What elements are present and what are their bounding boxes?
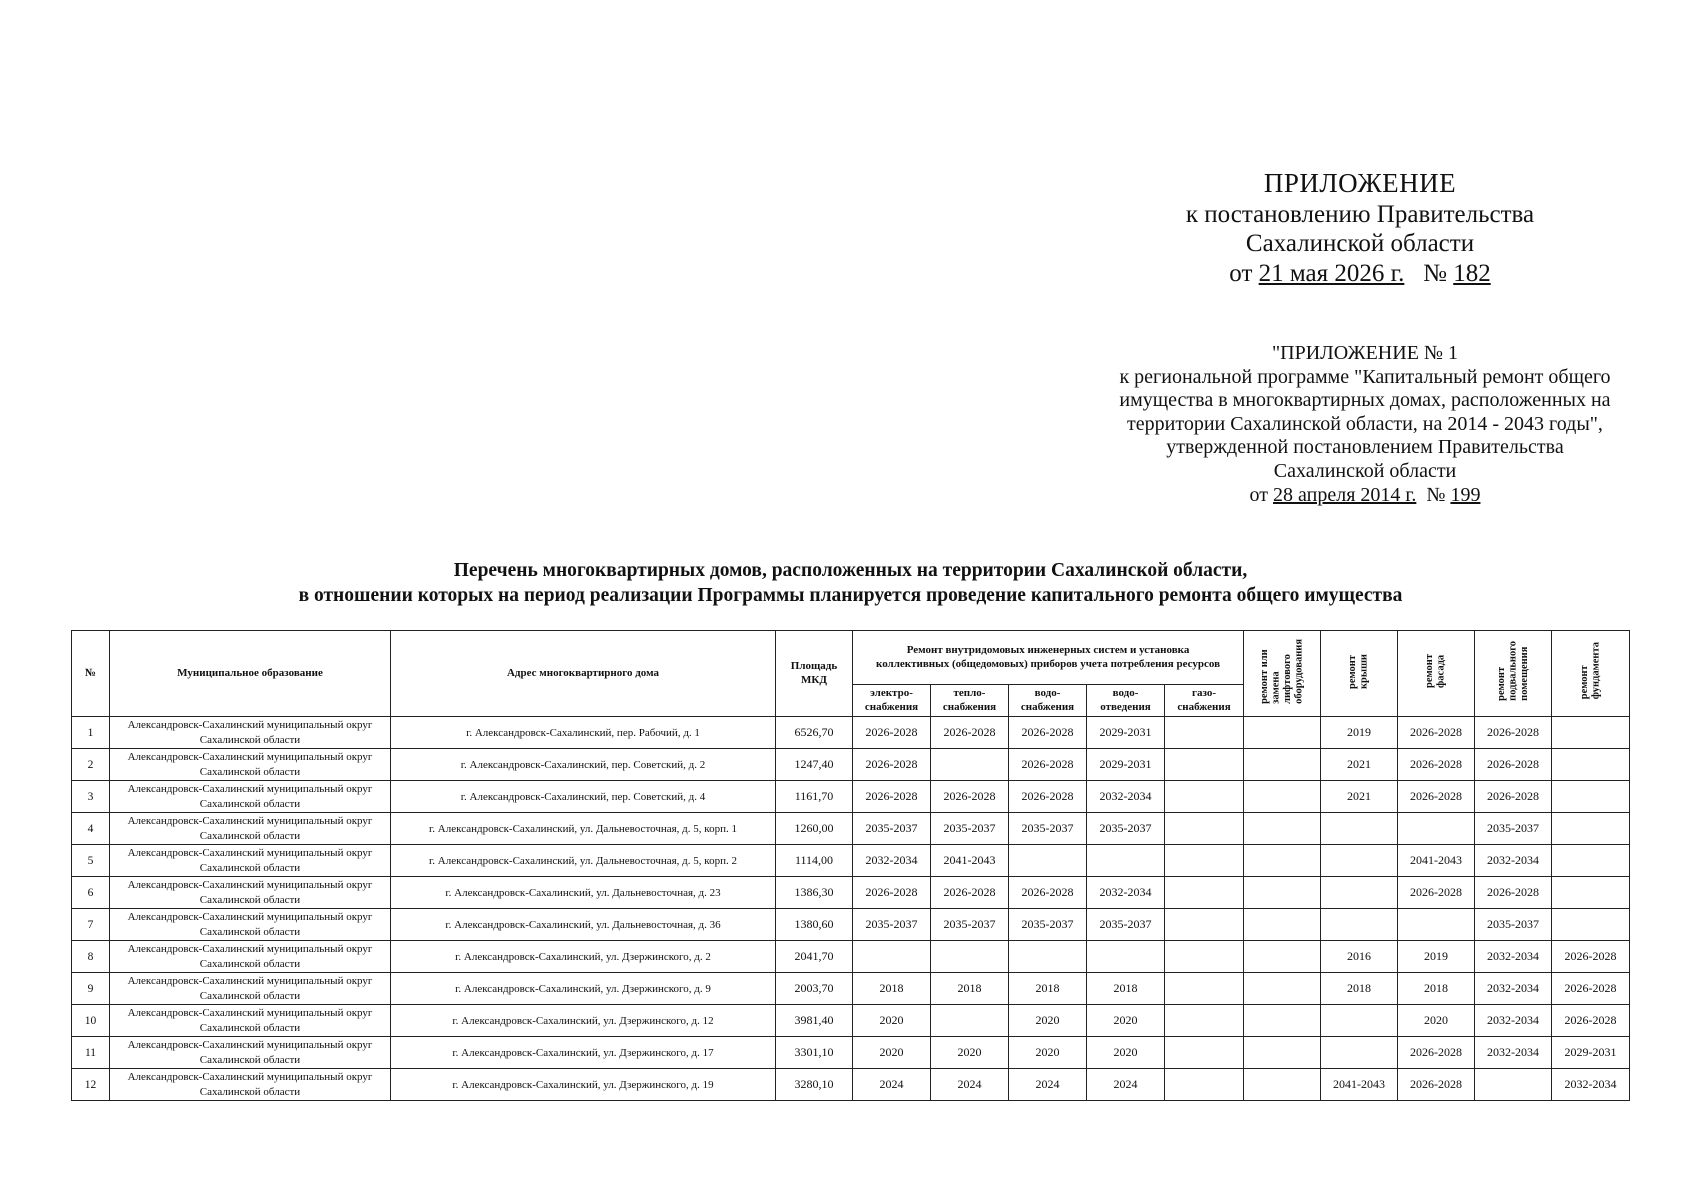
electro-cell: 2020: [853, 1005, 931, 1037]
municipality-cell: Александровск-Сахалинский муниципальный округ Сахалинской области: [110, 1037, 391, 1069]
address-cell: г. Александровск-Сахалинский, ул. Дальневосточная, д. 5, корп. 1: [391, 813, 776, 845]
gas-cell: [1165, 781, 1244, 813]
municipality-cell: Александровск-Сахалинский муниципальный округ Сахалинской области: [110, 1069, 391, 1101]
lift-cell: [1244, 877, 1321, 909]
row-number: 4: [72, 813, 110, 845]
electro-cell: 2026-2028: [853, 717, 931, 749]
lift-cell: [1244, 1037, 1321, 1069]
drain-cell: [1087, 845, 1165, 877]
lift-cell: [1244, 781, 1321, 813]
roof-cell: 2041-2043: [1321, 1069, 1398, 1101]
facade-cell: 2026-2028: [1398, 749, 1475, 781]
roof-header-text: ремонт крыши: [1347, 653, 1371, 689]
facade-cell: [1398, 909, 1475, 941]
area-cell: 6526,70: [776, 717, 853, 749]
row-number: 3: [72, 781, 110, 813]
col-header-municipality: Муниципальное образование: [110, 631, 391, 717]
gas-cell: [1165, 1037, 1244, 1069]
area-cell: 1380,60: [776, 909, 853, 941]
facade-cell: 2018: [1398, 973, 1475, 1005]
gas-cell: [1165, 941, 1244, 973]
appendix-line-1: "ПРИЛОЖЕНИЕ № 1: [1271, 342, 1458, 364]
col-header-heat: тепло- снабжения: [931, 685, 1009, 717]
foundation-cell: 2026-2028: [1552, 973, 1630, 1005]
drain-cell: 2024: [1087, 1069, 1165, 1101]
municipality-cell: Александровск-Сахалинский муниципальный округ Сахалинской области: [110, 781, 391, 813]
address-cell: г. Александровск-Сахалинский, ул. Дзержинского, д. 9: [391, 973, 776, 1005]
address-cell: г. Александровск-Сахалинский, пер. Рабочий, д. 1: [391, 717, 776, 749]
col-header-foundation: [1552, 631, 1630, 717]
heat-cell: 2035-2037: [931, 813, 1009, 845]
heat-cell: [931, 941, 1009, 973]
roof-cell: [1321, 845, 1398, 877]
area-cell: 1260,00: [776, 813, 853, 845]
water-cell: 2035-2037: [1009, 909, 1087, 941]
header-number-prefix: №: [1423, 259, 1447, 287]
gas-cell: [1165, 877, 1244, 909]
electro-cell: 2035-2037: [853, 909, 931, 941]
gas-cell: [1165, 1005, 1244, 1037]
table-row: [72, 941, 1630, 973]
lift-cell: [1244, 717, 1321, 749]
roof-cell: 2021: [1321, 749, 1398, 781]
header-number: 182: [1453, 259, 1491, 287]
col-header-lift: [1244, 631, 1321, 717]
table-row: [72, 717, 1630, 749]
electro-cell: [853, 941, 931, 973]
address-cell: г. Александровск-Сахалинский, ул. Дзержинского, д. 17: [391, 1037, 776, 1069]
electro-cell: 2026-2028: [853, 781, 931, 813]
appendix-line-3: имущества в многоквартирных домах, расположенных на: [1119, 389, 1611, 412]
water-cell: 2026-2028: [1009, 877, 1087, 909]
address-cell: г. Александровск-Сахалинский, ул. Дзержинского, д. 12: [391, 1005, 776, 1037]
municipality-cell: Александровск-Сахалинский муниципальный округ Сахалинской области: [110, 717, 391, 749]
lift-cell: [1244, 813, 1321, 845]
lift-cell: [1244, 749, 1321, 781]
electro-cell: 2032-2034: [853, 845, 931, 877]
col-header-area: Площадь МКД: [776, 631, 853, 717]
facade-cell: 2026-2028: [1398, 1069, 1475, 1101]
foundation-cell: [1552, 877, 1630, 909]
table-row: [72, 749, 1630, 781]
area-cell: 3301,10: [776, 1037, 853, 1069]
lift-cell: [1244, 845, 1321, 877]
heat-cell: 2035-2037: [931, 909, 1009, 941]
appendix-number-prefix: №: [1426, 483, 1446, 506]
facade-cell: 2026-2028: [1398, 877, 1475, 909]
col-header-roof: [1321, 631, 1398, 717]
water-cell: 2026-2028: [1009, 717, 1087, 749]
roof-cell: 2016: [1321, 941, 1398, 973]
water-cell: [1009, 941, 1087, 973]
foundation-cell: [1552, 749, 1630, 781]
row-number: 11: [72, 1037, 110, 1069]
electro-cell: 2020: [853, 1037, 931, 1069]
roof-cell: [1321, 909, 1398, 941]
foundation-header-text: ремонт фундамента: [1578, 642, 1602, 700]
foundation-cell: [1552, 781, 1630, 813]
water-cell: 2020: [1009, 1005, 1087, 1037]
drain-cell: [1087, 941, 1165, 973]
basement-cell: 2026-2028: [1475, 749, 1552, 781]
table-row: [72, 813, 1630, 845]
municipality-cell: Александровск-Сахалинский муниципальный округ Сахалинской области: [110, 973, 391, 1005]
heat-cell: 2024: [931, 1069, 1009, 1101]
row-number: 2: [72, 749, 110, 781]
lift-header-text: ремонт или замена лифтового оборудования: [1258, 638, 1305, 704]
gas-cell: [1165, 813, 1244, 845]
row-number: 8: [72, 941, 110, 973]
table-body: [72, 717, 1630, 1101]
electro-cell: 2024: [853, 1069, 931, 1101]
heat-cell: 2041-2043: [931, 845, 1009, 877]
lift-cell: [1244, 1069, 1321, 1101]
water-cell: 2018: [1009, 973, 1087, 1005]
title-line-2: в отношении которых на период реализации Программы планируется проведение капитального ремонта общего имущества: [298, 585, 1403, 607]
municipality-cell: Александровск-Сахалинский муниципальный округ Сахалинской области: [110, 1005, 391, 1037]
basement-header-text: ремонт подвального помещения: [1495, 641, 1530, 702]
foundation-cell: [1552, 909, 1630, 941]
address-cell: г. Александровск-Сахалинский, ул. Дальневосточная, д. 23: [391, 877, 776, 909]
facade-cell: 2026-2028: [1398, 781, 1475, 813]
roof-cell: 2018: [1321, 973, 1398, 1005]
roof-cell: 2019: [1321, 717, 1398, 749]
decree-header: [1150, 168, 1570, 288]
address-cell: г. Александровск-Сахалинский, ул. Дзержинского, д. 2: [391, 941, 776, 973]
table-row: [72, 845, 1630, 877]
col-header-facade: [1398, 631, 1475, 717]
municipality-cell: Александровск-Сахалинский муниципальный округ Сахалинской области: [110, 845, 391, 877]
title-line-1: Перечень многоквартирных домов, расположенных на территории Сахалинской области,: [453, 560, 1248, 581]
roof-cell: [1321, 813, 1398, 845]
document-title: [0, 558, 1701, 609]
facade-cell: 2019: [1398, 941, 1475, 973]
lift-cell: [1244, 941, 1321, 973]
facade-header-text: ремонт фасада: [1424, 654, 1448, 689]
col-header-electro: электро- снабжения: [853, 685, 931, 717]
program-appendix-header: [1085, 342, 1645, 507]
address-cell: г. Александровск-Сахалинский, ул. Дзержинского, д. 19: [391, 1069, 776, 1101]
row-number: 5: [72, 845, 110, 877]
water-cell: 2026-2028: [1009, 781, 1087, 813]
houses-table: [71, 630, 1630, 1101]
address-cell: г. Александровск-Сахалинский, пер. Советский, д. 2: [391, 749, 776, 781]
basement-cell: 2026-2028: [1475, 717, 1552, 749]
header-date-prefix: от: [1229, 259, 1253, 287]
water-cell: 2035-2037: [1009, 813, 1087, 845]
basement-cell: 2032-2034: [1475, 845, 1552, 877]
table-row: [72, 1037, 1630, 1069]
basement-cell: 2026-2028: [1475, 877, 1552, 909]
basement-cell: 2032-2034: [1475, 941, 1552, 973]
header-date: 21 мая 2026 г.: [1258, 259, 1405, 287]
foundation-cell: [1552, 717, 1630, 749]
header-appendix-word: ПРИЛОЖЕНИЕ: [1263, 168, 1457, 198]
drain-cell: 2020: [1087, 1037, 1165, 1069]
lift-cell: [1244, 1005, 1321, 1037]
basement-cell: 2035-2037: [1475, 909, 1552, 941]
foundation-cell: 2032-2034: [1552, 1069, 1630, 1101]
gas-cell: [1165, 749, 1244, 781]
address-cell: г. Александровск-Сахалинский, ул. Дальневосточная, д. 5, корп. 2: [391, 845, 776, 877]
facade-cell: 2020: [1398, 1005, 1475, 1037]
appendix-date-line: [1085, 484, 1645, 508]
heat-cell: 2026-2028: [931, 781, 1009, 813]
electro-cell: 2026-2028: [853, 877, 931, 909]
facade-cell: 2041-2043: [1398, 845, 1475, 877]
basement-cell: 2032-2034: [1475, 1005, 1552, 1037]
header-decree-line: к постановлению Правительства: [1185, 200, 1535, 228]
area-cell: 1161,70: [776, 781, 853, 813]
col-header-systems-group: Ремонт внутридомовых инженерных систем и установка коллективных (общедомовых) приборов учета потребления ресурсов: [853, 631, 1244, 685]
col-header-address: Адрес многоквартирного дома: [391, 631, 776, 717]
heat-cell: [931, 1005, 1009, 1037]
municipality-cell: Александровск-Сахалинский муниципальный округ Сахалинской области: [110, 941, 391, 973]
water-cell: 2026-2028: [1009, 749, 1087, 781]
col-header-num: №: [72, 631, 110, 717]
gas-cell: [1165, 1069, 1244, 1101]
header-region-line: Сахалинской области: [1245, 230, 1475, 258]
roof-cell: [1321, 877, 1398, 909]
roof-cell: [1321, 1005, 1398, 1037]
appendix-date-prefix: от: [1249, 483, 1269, 506]
heat-cell: 2018: [931, 973, 1009, 1005]
facade-cell: [1398, 813, 1475, 845]
basement-cell: 2035-2037: [1475, 813, 1552, 845]
appendix-date: 28 апреля 2014 г.: [1273, 483, 1417, 506]
appendix-number: 199: [1450, 483, 1481, 506]
foundation-cell: 2026-2028: [1552, 941, 1630, 973]
electro-cell: 2035-2037: [853, 813, 931, 845]
address-cell: г. Александровск-Сахалинский, пер. Советский, д. 4: [391, 781, 776, 813]
basement-cell: 2032-2034: [1475, 1037, 1552, 1069]
drain-cell: 2035-2037: [1087, 909, 1165, 941]
roof-cell: [1321, 1037, 1398, 1069]
table-row: [72, 909, 1630, 941]
heat-cell: 2026-2028: [931, 877, 1009, 909]
col-header-gas: газо- снабжения: [1165, 685, 1244, 717]
drain-cell: 2020: [1087, 1005, 1165, 1037]
table-row: [72, 1005, 1630, 1037]
row-number: 12: [72, 1069, 110, 1101]
area-cell: 3981,40: [776, 1005, 853, 1037]
facade-cell: 2026-2028: [1398, 1037, 1475, 1069]
facade-cell: 2026-2028: [1398, 717, 1475, 749]
drain-cell: 2018: [1087, 973, 1165, 1005]
roof-cell: 2021: [1321, 781, 1398, 813]
table-row: [72, 1069, 1630, 1101]
table-row: [72, 781, 1630, 813]
gas-cell: [1165, 845, 1244, 877]
header-date-line: [1150, 259, 1570, 289]
drain-cell: 2032-2034: [1087, 781, 1165, 813]
municipality-cell: Александровск-Сахалинский муниципальный округ Сахалинской области: [110, 877, 391, 909]
area-cell: 1247,40: [776, 749, 853, 781]
drain-cell: 2032-2034: [1087, 877, 1165, 909]
appendix-line-4: территории Сахалинской области, на 2014 - 2043 годы",: [1127, 412, 1603, 435]
row-number: 7: [72, 909, 110, 941]
heat-cell: [931, 749, 1009, 781]
electro-cell: 2018: [853, 973, 931, 1005]
municipality-cell: Александровск-Сахалинский муниципальный округ Сахалинской области: [110, 749, 391, 781]
appendix-line-5: утвержденной постановлением Правительства: [1166, 436, 1564, 459]
row-number: 6: [72, 877, 110, 909]
drain-cell: 2029-2031: [1087, 717, 1165, 749]
foundation-cell: 2026-2028: [1552, 1005, 1630, 1037]
basement-cell: 2026-2028: [1475, 781, 1552, 813]
municipality-cell: Александровск-Сахалинский муниципальный округ Сахалинской области: [110, 909, 391, 941]
water-cell: [1009, 845, 1087, 877]
area-cell: 2003,70: [776, 973, 853, 1005]
basement-cell: [1475, 1069, 1552, 1101]
foundation-cell: [1552, 845, 1630, 877]
lift-cell: [1244, 973, 1321, 1005]
foundation-cell: [1552, 813, 1630, 845]
heat-cell: 2026-2028: [931, 717, 1009, 749]
appendix-line-6: Сахалинской области: [1273, 459, 1457, 482]
row-number: 1: [72, 717, 110, 749]
appendix-line-2: к региональной программе "Капитальный ремонт общего: [1119, 365, 1611, 388]
basement-cell: 2032-2034: [1475, 973, 1552, 1005]
table-row: [72, 973, 1630, 1005]
gas-cell: [1165, 909, 1244, 941]
col-header-water: водо- снабжения: [1009, 685, 1087, 717]
address-cell: г. Александровск-Сахалинский, ул. Дальневосточная, д. 36: [391, 909, 776, 941]
area-cell: 3280,10: [776, 1069, 853, 1101]
area-cell: 1386,30: [776, 877, 853, 909]
electro-cell: 2026-2028: [853, 749, 931, 781]
lift-cell: [1244, 909, 1321, 941]
drain-cell: 2035-2037: [1087, 813, 1165, 845]
table-row: [72, 877, 1630, 909]
row-number: 10: [72, 1005, 110, 1037]
water-cell: 2020: [1009, 1037, 1087, 1069]
municipality-cell: Александровск-Сахалинский муниципальный округ Сахалинской области: [110, 813, 391, 845]
heat-cell: 2020: [931, 1037, 1009, 1069]
gas-cell: [1165, 717, 1244, 749]
drain-cell: 2029-2031: [1087, 749, 1165, 781]
area-cell: 1114,00: [776, 845, 853, 877]
area-cell: 2041,70: [776, 941, 853, 973]
row-number: 9: [72, 973, 110, 1005]
foundation-cell: 2029-2031: [1552, 1037, 1630, 1069]
gas-cell: [1165, 973, 1244, 1005]
col-header-basement: [1475, 631, 1552, 717]
col-header-drain: водо- отведения: [1087, 685, 1165, 717]
water-cell: 2024: [1009, 1069, 1087, 1101]
